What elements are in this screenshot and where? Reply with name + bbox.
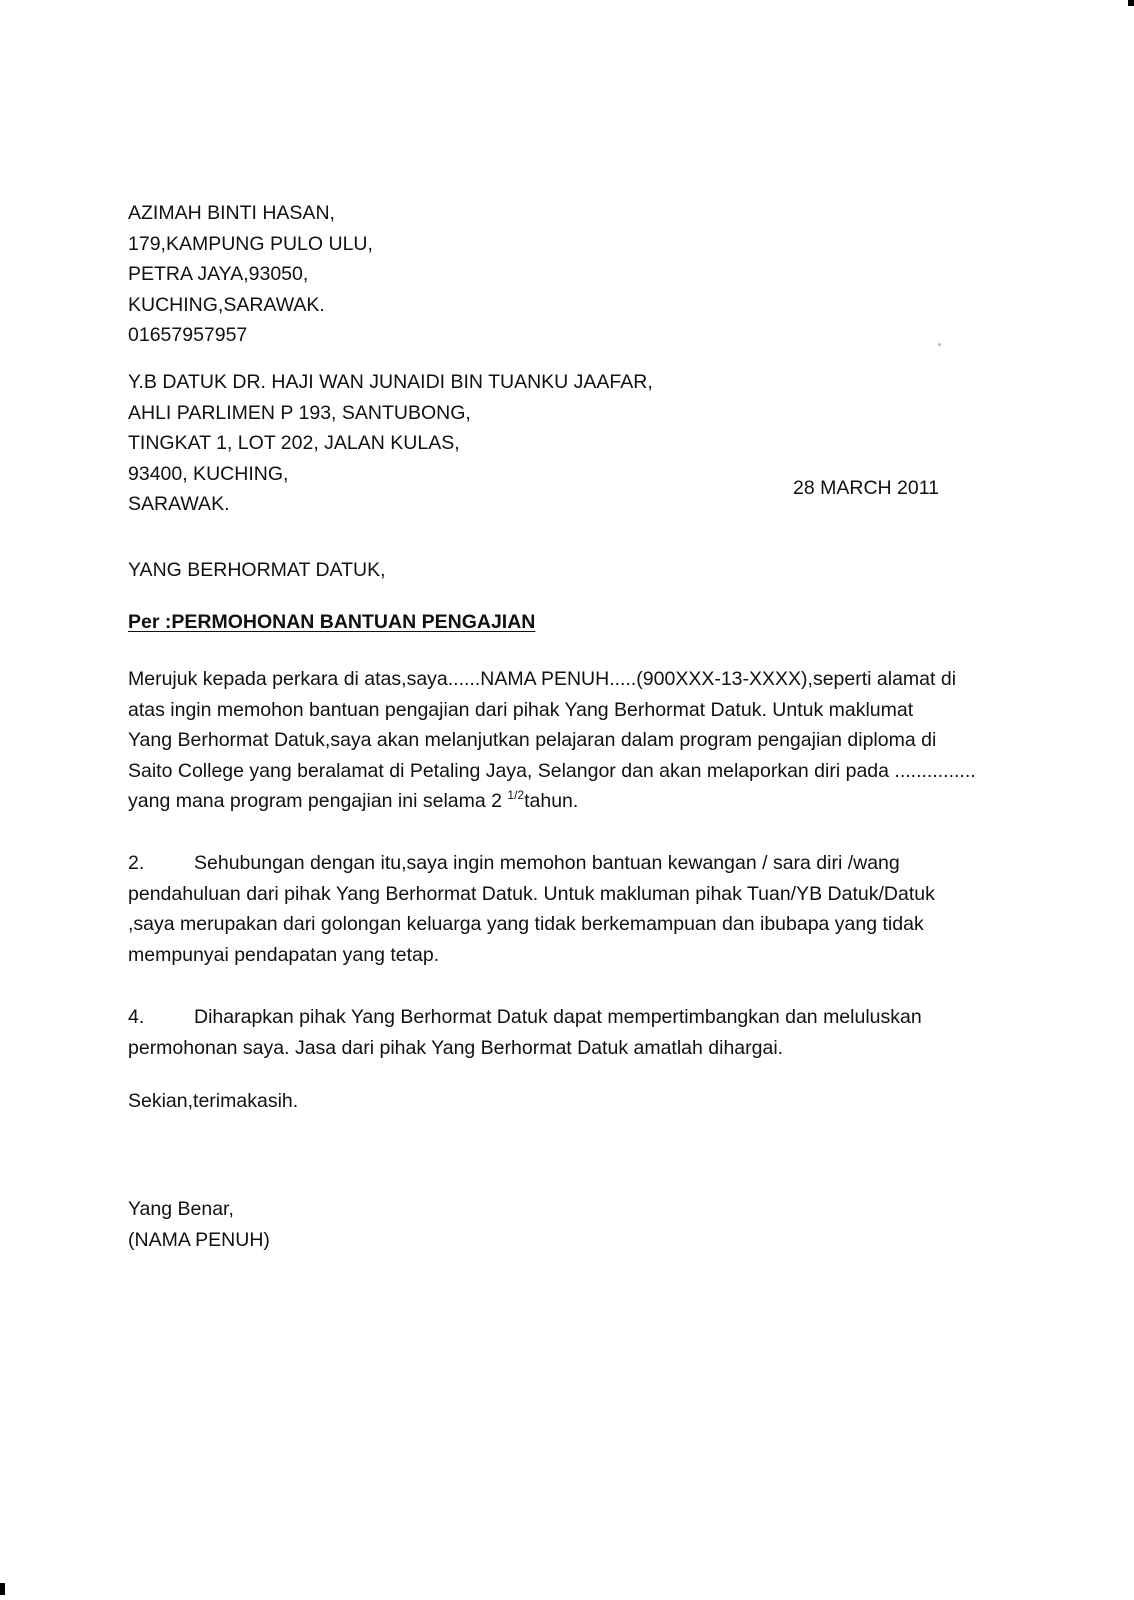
paragraph-1-line: Merujuk kepada perkara di atas,saya......NAMA PENUH.....(900XXX-13-XXXX),seperti alamat di bbox=[128, 668, 957, 690]
sender-phone: 01657957957 bbox=[128, 324, 248, 346]
paragraph-1-line: Saito College yang beralamat di Petaling Jaya, Selangor dan akan melaporkan diri pada ............... bbox=[128, 759, 976, 782]
paragraph-3 bbox=[128, 1002, 922, 1063]
paragraph-2-line: pendahuluan dari pihak Yang Berhormat Datuk. Untuk makluman pihak Tuan/YB Datuk/Datuk bbox=[128, 882, 935, 905]
letter-date: 28 MARCH 2011 bbox=[793, 477, 939, 499]
scan-mark bbox=[0, 1583, 5, 1595]
subject-line: Per :PERMOHONAN BANTUAN PENGAJIAN bbox=[128, 611, 536, 633]
closing-phrase: Sekian,terimakasih. bbox=[128, 1090, 299, 1112]
sender-city: KUCHING,SARAWAK. bbox=[128, 293, 325, 316]
recipient-address bbox=[128, 367, 653, 520]
paragraph-number: 4. bbox=[128, 1006, 145, 1028]
recipient-city: 93400, KUCHING, bbox=[128, 462, 289, 485]
paragraph-2-line: ,saya merupakan dari golongan keluarga yang tidak berkemampuan dan ibubapa yang tidak bbox=[128, 913, 924, 935]
scan-speck bbox=[938, 343, 941, 346]
recipient-street: TINGKAT 1, LOT 202, JALAN KULAS, bbox=[128, 432, 460, 454]
sender-area: PETRA JAYA,93050, bbox=[128, 263, 309, 285]
paragraph-1-line-text: yang mana program pengajian ini selama 2 bbox=[128, 790, 508, 812]
signoff-name: (NAMA PENUH) bbox=[128, 1228, 270, 1251]
signoff-greeting: Yang Benar, bbox=[128, 1198, 234, 1220]
paragraph-3-first-line bbox=[128, 1002, 922, 1033]
paragraph-2-line: mempunyai pendapatan yang tetap. bbox=[128, 943, 440, 966]
paragraph-1-last-line bbox=[128, 786, 976, 817]
scan-mark bbox=[1128, 0, 1134, 6]
paragraph-2 bbox=[128, 848, 935, 970]
sender-street: 179,KAMPUNG PULO ULU, bbox=[128, 232, 373, 255]
sender-address bbox=[128, 198, 373, 351]
recipient-office: AHLI PARLIMEN P 193, SANTUBONG, bbox=[128, 401, 471, 424]
paragraph-1 bbox=[128, 664, 976, 817]
fraction-superscript: 1/2 bbox=[507, 788, 525, 802]
paragraph-3-line: Diharapkan pihak Yang Berhormat Datuk dapat mempertimbangkan dan meluluskan bbox=[194, 1006, 922, 1028]
salutation: YANG BERHORMAT DATUK, bbox=[128, 559, 386, 581]
paragraph-number: 2. bbox=[128, 852, 145, 874]
paragraph-1-tail: tahun. bbox=[524, 790, 579, 812]
recipient-state: SARAWAK. bbox=[128, 493, 230, 515]
sender-name: AZIMAH BINTI HASAN, bbox=[128, 202, 335, 224]
paragraph-1-line: Yang Berhormat Datuk,saya akan melanjutkan pelajaran dalam program pengajian diploma di bbox=[128, 729, 937, 751]
paragraph-2-line: Sehubungan dengan itu,saya ingin memohon bantuan kewangan / sara diri /wang bbox=[194, 852, 900, 874]
paragraph-1-line: atas ingin memohon bantuan pengajian dari pihak Yang Berhormat Datuk. Untuk maklumat bbox=[128, 698, 914, 721]
paragraph-3-line: permohonan saya. Jasa dari pihak Yang Berhormat Datuk amatlah dihargai. bbox=[128, 1036, 784, 1059]
paragraph-2-first-line bbox=[128, 848, 935, 879]
signoff bbox=[128, 1194, 270, 1255]
recipient-name: Y.B DATUK DR. HAJI WAN JUNAIDI BIN TUANKU JAAFAR, bbox=[128, 371, 653, 393]
